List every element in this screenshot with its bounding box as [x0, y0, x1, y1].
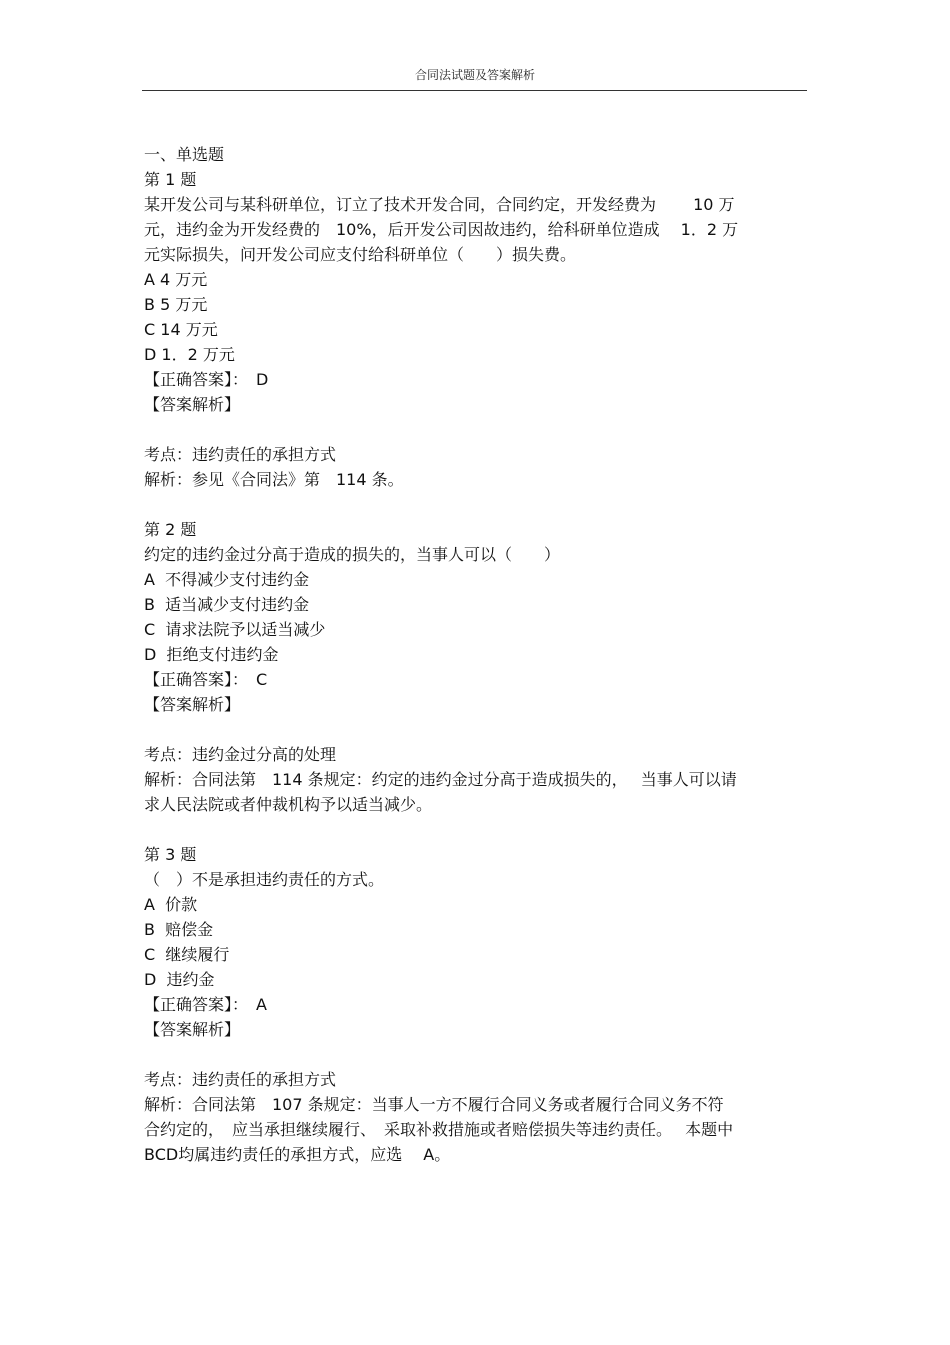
question-3: [144, 842, 808, 1167]
exam-point: 考点：违约金过分高的处理: [144, 745, 337, 764]
correct-answer: 【正确答案】： C: [144, 670, 268, 689]
exam-point: 考点：违约责任的承担方式: [144, 1070, 337, 1089]
analysis-label: 【答案解析】: [144, 1020, 241, 1039]
spacer: [144, 1042, 808, 1067]
option-b: B 赔偿金: [144, 920, 214, 939]
section-title: 一、单选题: [144, 145, 225, 164]
spacer: [144, 417, 808, 442]
correct-answer: 【正确答案】： A: [144, 995, 267, 1014]
analysis-label: 【答案解析】: [144, 695, 241, 714]
option-b: B 适当减少支付违约金: [144, 595, 310, 614]
option-c: C 继续履行: [144, 945, 230, 964]
question-number: 第 3 题: [144, 845, 197, 864]
question-stem-line: 元，违约金为开发经费的 10%，后开发公司因故违约，给科研单位造成 1．2 万: [144, 220, 739, 239]
option-c: C 请求法院予以适当减少: [144, 620, 326, 639]
explanation-line: 求人民法院或者仲裁机构予以适当减少。: [144, 795, 433, 814]
spacer: [144, 817, 808, 842]
question-stem-line: （ ）不是承担违约责任的方式。: [144, 870, 385, 889]
question-number: 第 2 题: [144, 520, 197, 539]
option-b: B 5 万元: [144, 295, 208, 314]
question-number: 第 1 题: [144, 170, 197, 189]
explanation-line: 解析：参见《合同法》第 114 条。: [144, 470, 404, 489]
spacer: [144, 717, 808, 742]
question-stem-line: 约定的违约金过分高于造成的损失的，当事人可以（ ）: [144, 545, 561, 564]
explanation-line: BCD均属违约责任的承担方式，应选 A。: [144, 1145, 451, 1164]
option-c: C 14 万元: [144, 320, 218, 339]
question-1: [144, 167, 808, 517]
explanation-line: 解析：合同法第 114 条规定：约定的违约金过分高于造成损失的， 当事人可以请: [144, 770, 737, 789]
exam-point: 考点：违约责任的承担方式: [144, 445, 337, 464]
option-d: D 1．2 万元: [144, 345, 235, 364]
option-a: A 不得减少支付违约金: [144, 570, 310, 589]
question-2: [144, 517, 808, 842]
question-stem-line: 元实际损失，问开发公司应支付给科研单位（ ）损失费。: [144, 245, 577, 264]
explanation-line: 解析：合同法第 107 条规定：当事人一方不履行合同义务或者履行合同义务不符: [144, 1095, 724, 1114]
analysis-label: 【答案解析】: [144, 395, 241, 414]
question-stem-line: 某开发公司与某科研单位，订立了技术开发合同，合同约定，开发经费为 10 万: [144, 195, 735, 214]
document-body: [144, 142, 808, 1167]
option-a: A 价款: [144, 895, 198, 914]
page-header-title: 合同法试题及答案解析: [414, 68, 535, 82]
header-divider: [142, 90, 807, 91]
spacer: [144, 492, 808, 517]
correct-answer: 【正确答案】： D: [144, 370, 269, 389]
option-d: D 违约金: [144, 970, 215, 989]
option-d: D 拒绝支付违约金: [144, 645, 279, 664]
explanation-line: 合约定的， 应当承担继续履行、 采取补救措施或者赔偿损失等违约责任。 本题中: [144, 1120, 734, 1139]
option-a: A 4 万元: [144, 270, 208, 289]
